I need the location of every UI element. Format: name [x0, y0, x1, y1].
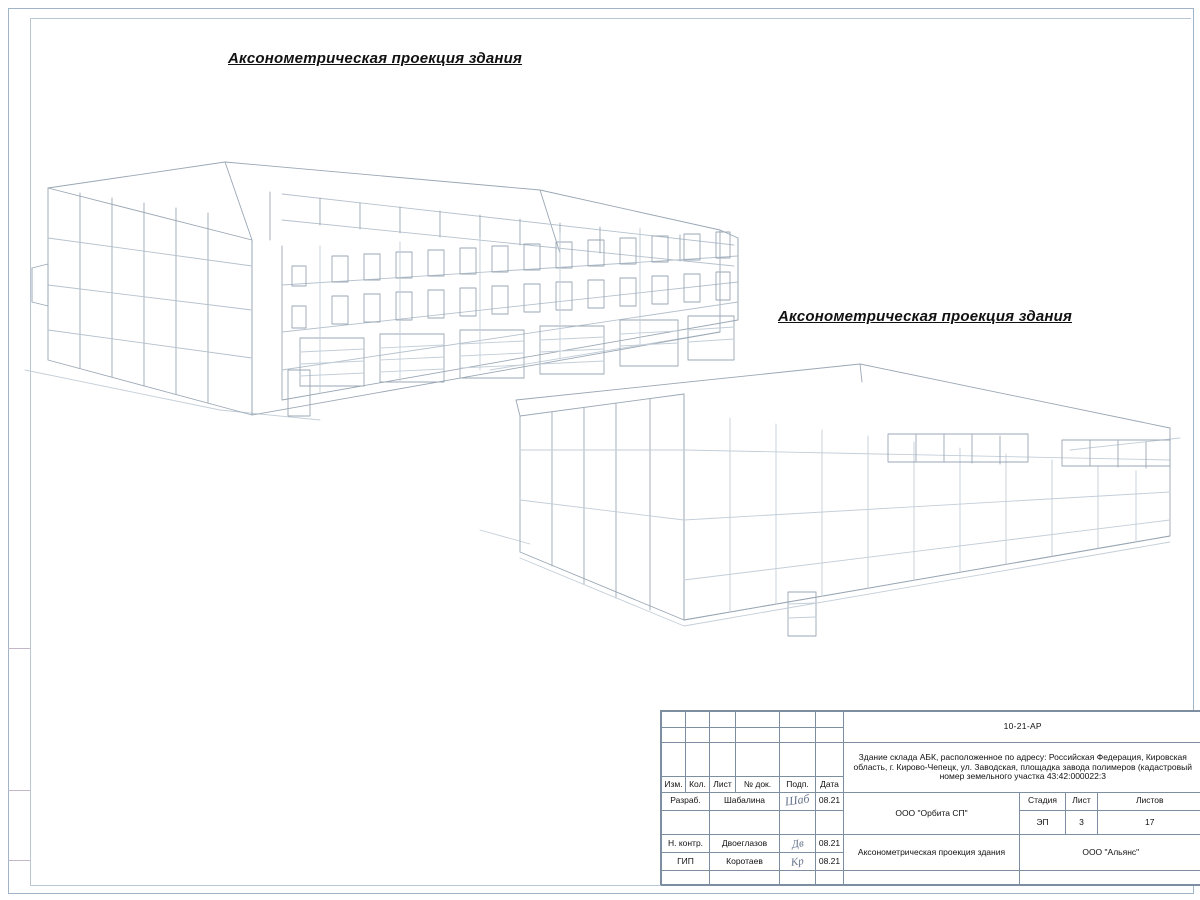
name-chief-engineer: Коротаев: [710, 853, 780, 871]
column-header-change: Изм.: [662, 777, 686, 793]
column-header-date: Дата: [816, 777, 844, 793]
stamp-docno-cell: [736, 727, 780, 743]
signature-glyph: Дв: [790, 836, 805, 851]
empty-role-cell: [662, 810, 710, 835]
column-header-qty: Кол.: [686, 777, 710, 793]
date-developer: 08.21: [816, 792, 844, 810]
stamp-sheet-cell: [710, 743, 736, 777]
signature-developer: [780, 792, 816, 810]
axonometric-view-bottom: [470, 330, 1190, 690]
role-developer: Разраб.: [662, 792, 710, 810]
stamp-footer-sign: [780, 871, 816, 886]
signature-glyph: Шаб: [784, 791, 811, 810]
list-header: Лист: [1066, 792, 1098, 810]
stage-header: Стадия: [1020, 792, 1066, 810]
role-chief-engineer: ГИП: [662, 853, 710, 871]
date-normcontrol: 08.21: [816, 835, 844, 853]
signature-glyph: Кр: [790, 854, 805, 869]
stamp-sheet-cell: [710, 712, 736, 728]
empty-date-cell: [816, 810, 844, 835]
title-block: [660, 710, 1200, 885]
stamp-qty-cell: [686, 712, 710, 728]
stamp-change-cell: [662, 712, 686, 728]
stamp-change-cell: [662, 743, 686, 777]
margin-mark-2: [8, 790, 30, 791]
name-normcontrol: Двоеглазов: [710, 835, 780, 853]
client-organization: ООО "Альянс": [1020, 835, 1200, 871]
designer-organization: ООО "Орбита СП": [844, 792, 1020, 835]
stamp-sheet-cell: [710, 727, 736, 743]
stamp-qty-cell: [686, 727, 710, 743]
signature-chief-engineer: [780, 853, 816, 871]
view-title-bottom: Аксонометрическая проекция здания: [778, 308, 1073, 325]
stamp-change-cell: [662, 727, 686, 743]
column-header-sheet: Лист: [710, 777, 736, 793]
date-chief-engineer: 08.21: [816, 853, 844, 871]
empty-name-cell: [710, 810, 780, 835]
lists-value: 17: [1098, 810, 1200, 835]
stamp-date-cell: [816, 727, 844, 743]
name-developer: Шабалина: [710, 792, 780, 810]
list-value: 3: [1066, 810, 1098, 835]
stamp-footer-client: [1020, 871, 1200, 886]
stamp-date-cell: [816, 712, 844, 728]
role-normcontrol: Н. контр.: [662, 835, 710, 853]
stamp-footer-name: [710, 871, 780, 886]
stamp-qty-cell: [686, 743, 710, 777]
object-description: Здание склада АБК, расположенное по адресу: Российская Федерация, Кировская область, г. Кирово-Чепецк, ул. Заводская, площадка завода полимеров (кадастровый номер земельного участка 43:42:000022:3: [844, 743, 1200, 792]
column-header-sign: Подп.: [780, 777, 816, 793]
stamp-docno-cell: [736, 743, 780, 777]
sheet-name: Аксонометрическая проекция здания: [844, 835, 1020, 871]
view-title-top: Аксонометрическая проекция здания: [228, 50, 523, 67]
document-code: 10-21-АР: [844, 712, 1200, 743]
stamp-date-cell: [816, 743, 844, 777]
stamp-footer-left: [662, 871, 710, 886]
signature-normcontrol: [780, 835, 816, 853]
stamp-sign-cell: [780, 727, 816, 743]
stamp-docno-cell: [736, 712, 780, 728]
stamp-footer-sheetname: [844, 871, 1020, 886]
margin-mark-3: [8, 860, 30, 861]
stamp-sign-cell: [780, 743, 816, 777]
margin-mark-1: [8, 648, 30, 649]
stage-value: ЭП: [1020, 810, 1066, 835]
stamp-footer-date: [816, 871, 844, 886]
column-header-docno: № док.: [736, 777, 780, 793]
lists-header: Листов: [1098, 792, 1200, 810]
stamp-sign-cell: [780, 712, 816, 728]
empty-sign-cell: [780, 810, 816, 835]
